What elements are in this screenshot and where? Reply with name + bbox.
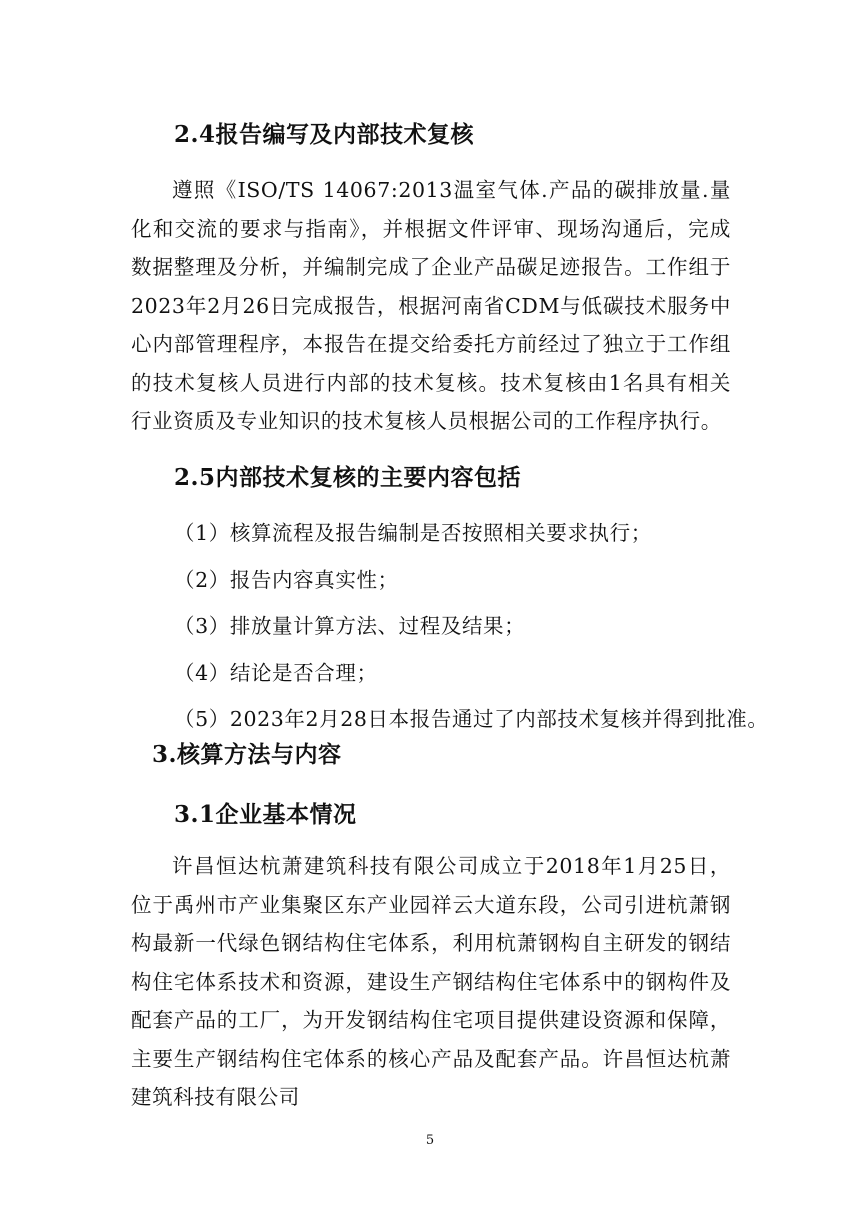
section-3-1-heading: 3.1企业基本情况 bbox=[174, 801, 357, 828]
list-item: （3）排放量计算方法、过程及结果； bbox=[174, 614, 526, 638]
review-items-list bbox=[174, 510, 768, 743]
section-2-4-paragraph: 遵照《ISO/TS 14067:2013温室气体.产品的碳排放量.量化和交流的要求与指南》，并根据文件评审、现场沟通后，完成数据整理及分析，并编制完成了企业产品碳足迹报告。工作组于2023年2月26日完成报告，根据河南省CDM与低碳技术服务中心内部管理程序，本报告在提交给委托方前经过了独立于工作组的技术复核人员进行内部的技术复核。技术复核由1名具有相关行业资质及专业知识的技术复核人员根据公司的工作程序执行。 bbox=[131, 178, 731, 433]
list-item: （4）结论是否合理； bbox=[174, 660, 378, 685]
page-number: 5 bbox=[425, 1133, 435, 1148]
list-item: （2）报告内容真实性； bbox=[174, 567, 399, 592]
list-item: （5）2023年2月28日本报告通过了内部技术复核并得到批准。 bbox=[174, 707, 769, 731]
list-item: （1）核算流程及报告编制是否按照相关要求执行； bbox=[174, 521, 652, 545]
section-3-heading: 3.核算方法与内容 bbox=[152, 741, 342, 768]
section-2-4-heading: 2.4报告编写及内部技术复核 bbox=[174, 121, 475, 148]
section-2-5-heading: 2.5内部技术复核的主要内容包括 bbox=[174, 464, 522, 491]
section-3-1-paragraph: 许昌恒达杭萧建筑科技有限公司成立于2018年1月25日，位于禹州市产业集聚区东产业园祥云大道东段，公司引进杭萧钢构最新一代绿色钢结构住宅体系，利用杭萧钢构自主研发的钢结构住宅体系技术和资源，建设生产钢结构住宅体系中的钢构件及配套产品的工厂，为开发钢结构住宅项目提供建设资源和保障，主要生产钢结构住宅体系的核心产品及配套产品。许昌恒达杭萧建筑科技有限公司 bbox=[131, 854, 731, 1109]
